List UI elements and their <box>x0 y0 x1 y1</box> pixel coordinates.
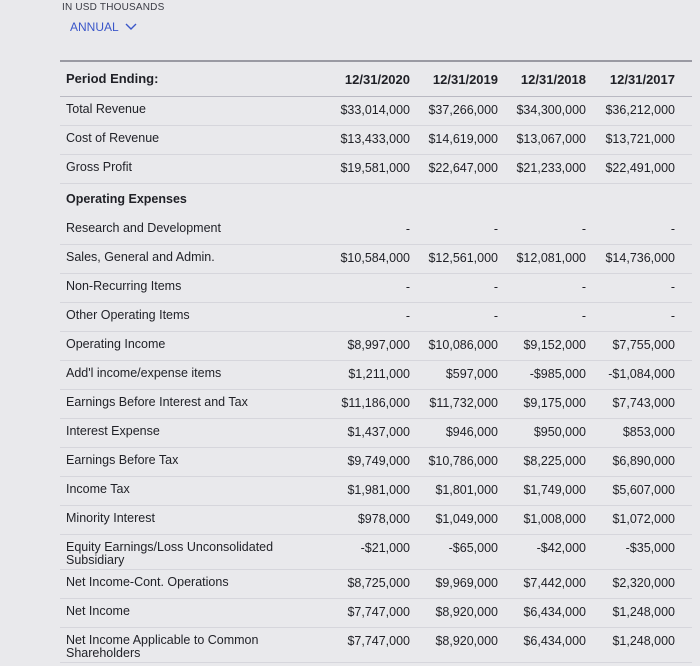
row-value: - <box>581 309 586 323</box>
row-value: -$35,000 <box>625 541 675 555</box>
table-row <box>60 126 692 155</box>
row-value: $14,619,000 <box>428 132 498 146</box>
units-label: IN USD THOUSANDS <box>62 2 165 13</box>
table-row <box>60 274 692 303</box>
row-value: - <box>581 280 586 294</box>
row-value: $9,749,000 <box>347 454 410 468</box>
row-label: Income Tax <box>66 482 130 496</box>
row-value: $1,248,000 <box>612 634 675 648</box>
row-value: $22,491,000 <box>605 161 675 175</box>
row-value: $13,067,000 <box>516 132 586 146</box>
row-label: Net Income-Cont. Operations <box>66 575 229 589</box>
row-value: $950,000 <box>533 425 586 439</box>
column-header: 12/31/2020 <box>344 72 410 87</box>
row-value: -$21,000 <box>360 541 410 555</box>
column-header: 12/31/2019 <box>432 72 498 87</box>
row-value: - <box>670 222 675 236</box>
row-value: $13,721,000 <box>605 132 675 146</box>
row-value: $9,969,000 <box>435 576 498 590</box>
row-value: - <box>405 280 410 294</box>
row-value: $22,647,000 <box>428 161 498 175</box>
row-value: $12,561,000 <box>428 251 498 265</box>
row-value: $946,000 <box>445 425 498 439</box>
table-row <box>60 216 692 245</box>
table-row <box>60 303 692 332</box>
row-label: Total Revenue <box>66 102 146 116</box>
row-label: Equity Earnings/Loss Unconsolidated Subsidiary <box>66 540 274 567</box>
row-value: $10,584,000 <box>340 251 410 265</box>
row-value: $1,437,000 <box>347 425 410 439</box>
row-value: - <box>493 280 498 294</box>
row-label: Other Operating Items <box>66 308 190 322</box>
income-statement-table <box>60 60 692 663</box>
row-value: $6,434,000 <box>523 605 586 619</box>
row-value: $2,320,000 <box>612 576 675 590</box>
row-value: - <box>581 222 586 236</box>
row-value: $6,434,000 <box>523 634 586 648</box>
table-row <box>60 184 692 216</box>
row-value: $34,300,000 <box>516 103 586 117</box>
table-row <box>60 628 692 663</box>
table-header-row <box>60 60 692 97</box>
row-label: Add'l income/expense items <box>66 366 222 380</box>
period-dropdown[interactable] <box>70 20 137 34</box>
table-row <box>60 477 692 506</box>
row-value: $597,000 <box>445 367 498 381</box>
table-row <box>60 570 692 599</box>
row-value: $1,049,000 <box>435 512 498 526</box>
row-label: Interest Expense <box>66 424 160 438</box>
table-row <box>60 97 692 126</box>
table-row <box>60 332 692 361</box>
row-value: $11,732,000 <box>429 396 498 410</box>
table-row <box>60 245 692 274</box>
row-label: Net Income <box>66 604 130 618</box>
row-value: $8,920,000 <box>435 605 498 619</box>
period-dropdown-label: ANNUAL <box>70 20 119 34</box>
row-value: - <box>405 309 410 323</box>
row-value: $6,890,000 <box>612 454 675 468</box>
row-value: -$1,084,000 <box>608 367 675 381</box>
row-value: $853,000 <box>622 425 675 439</box>
table-row <box>60 599 692 628</box>
row-value: $12,081,000 <box>516 251 586 265</box>
row-label: Earnings Before Tax <box>66 453 179 467</box>
row-value: $1,072,000 <box>612 512 675 526</box>
row-value: $1,749,000 <box>523 483 586 497</box>
row-label: Cost of Revenue <box>66 131 160 145</box>
row-value: $978,000 <box>357 512 410 526</box>
column-header: 12/31/2017 <box>609 72 675 87</box>
row-value: $1,211,000 <box>348 367 410 381</box>
row-value: - <box>405 222 410 236</box>
row-label: Operating Income <box>66 337 166 351</box>
row-value: $7,747,000 <box>347 634 410 648</box>
row-value: $8,920,000 <box>435 634 498 648</box>
row-value: $8,725,000 <box>347 576 410 590</box>
table-row <box>60 448 692 477</box>
table-row <box>60 535 692 570</box>
row-value: $33,014,000 <box>340 103 410 117</box>
row-value: - <box>670 280 675 294</box>
row-value: $19,581,000 <box>340 161 410 175</box>
row-value: $1,248,000 <box>612 605 675 619</box>
column-header: 12/31/2018 <box>520 72 586 87</box>
row-value: $11,186,000 <box>341 396 410 410</box>
row-value: - <box>670 309 675 323</box>
row-label: Operating Expenses <box>66 192 187 206</box>
table-row <box>60 390 692 419</box>
row-label: Gross Profit <box>66 160 132 174</box>
row-label: Sales, General and Admin. <box>66 250 215 264</box>
row-value: -$65,000 <box>448 541 498 555</box>
row-value: $1,981,000 <box>347 483 410 497</box>
row-value: $37,266,000 <box>428 103 498 117</box>
row-value: $10,086,000 <box>428 338 498 352</box>
row-value: $21,233,000 <box>516 161 586 175</box>
period-ending-label: Period Ending: <box>66 71 159 86</box>
row-value: - <box>493 222 498 236</box>
row-value: $1,008,000 <box>523 512 586 526</box>
row-label: Non-Recurring Items <box>66 279 182 293</box>
row-value: $7,442,000 <box>523 576 586 590</box>
row-label: Earnings Before Interest and Tax <box>66 395 248 409</box>
row-value: $13,433,000 <box>340 132 410 146</box>
row-value: $8,997,000 <box>347 338 410 352</box>
table-row <box>60 155 692 184</box>
row-value: $8,225,000 <box>523 454 586 468</box>
row-value: $9,152,000 <box>523 338 586 352</box>
table-row <box>60 361 692 390</box>
row-value: -$985,000 <box>529 367 586 381</box>
table-row <box>60 419 692 448</box>
row-value: $7,755,000 <box>612 338 675 352</box>
row-label: Net Income Applicable to Common Shareholders <box>66 633 259 660</box>
row-value: $7,747,000 <box>347 605 410 619</box>
row-value: $7,743,000 <box>612 396 675 410</box>
chevron-down-icon <box>125 23 137 31</box>
row-value: - <box>493 309 498 323</box>
table-row <box>60 506 692 535</box>
row-value: $14,736,000 <box>605 251 675 265</box>
row-label: Minority Interest <box>66 511 155 525</box>
row-value: $5,607,000 <box>612 483 675 497</box>
row-value: $10,786,000 <box>428 454 498 468</box>
row-label: Research and Development <box>66 221 221 235</box>
row-value: $1,801,000 <box>435 483 498 497</box>
row-value: -$42,000 <box>536 541 586 555</box>
row-value: $36,212,000 <box>605 103 675 117</box>
row-value: $9,175,000 <box>523 396 586 410</box>
